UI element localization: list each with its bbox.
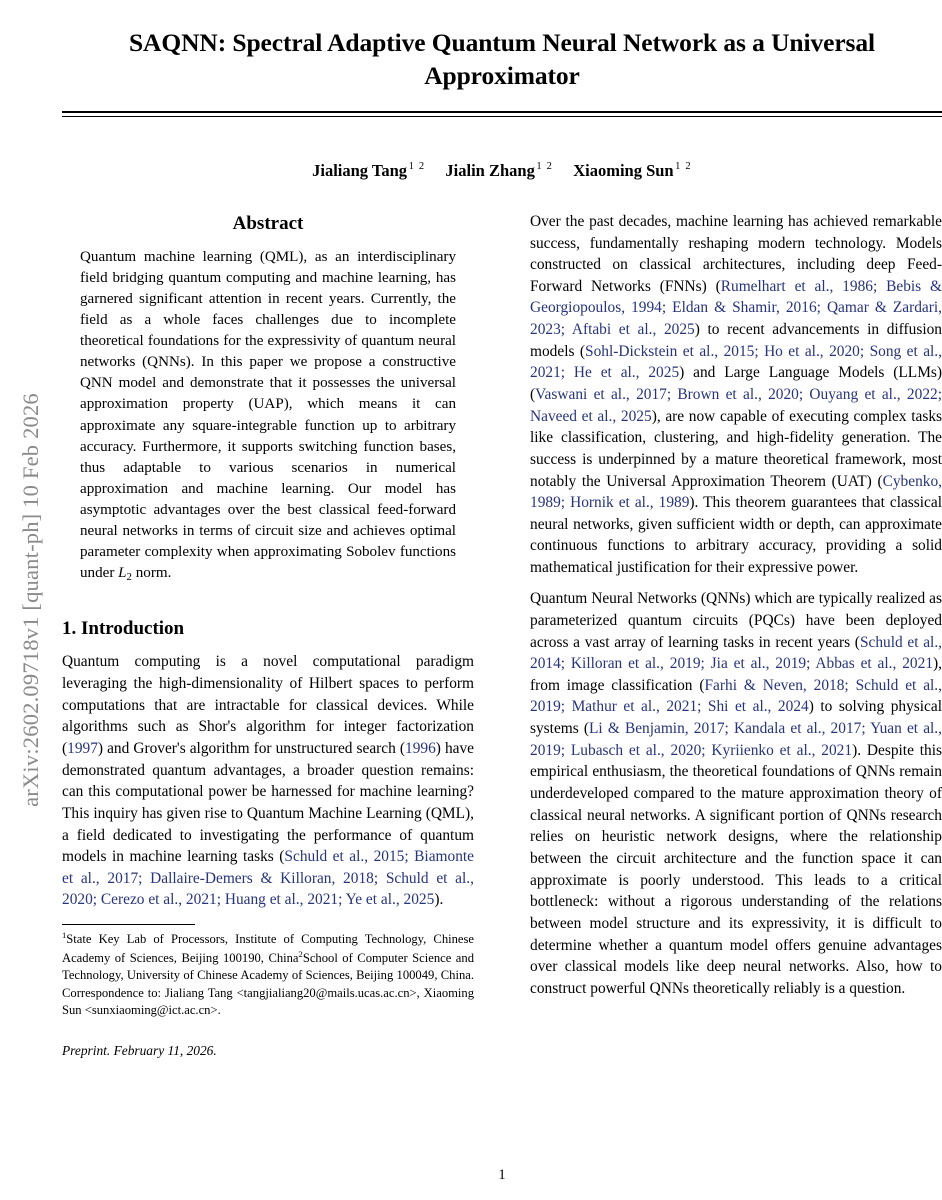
intro-paragraph-2: [530, 211, 942, 579]
section-heading-introduction: 1. Introduction: [62, 617, 185, 639]
citation-link[interactable]: Schuld et al., 2014; Killoran et al., 2019; Jia et al., 2019; Abbas et al., 2021: [530, 633, 942, 673]
intro-paragraph-1: [62, 651, 474, 911]
footnote-affiliation-2: School of Computer Science and Technology, University of Chinese Academy of Sciences, Beijing 100049, China. Correspondence to: Jialiang Tang <tangjialiang20@mails.ucas.ac.cn>, Xiaoming Sun <sunxiaoming@ict.ac.cn>.: [62, 950, 474, 1018]
author-entry: [445, 161, 557, 180]
text-run: ), are now capable of executing complex tasks like classification, clustering, and high-fidelity generation. The success is underpinned by a mature theoretical framework, most notably the Universal Approximation Theorem (UAT) (: [530, 407, 942, 490]
math-subscript-2: 2: [126, 571, 132, 584]
arxiv-stamp: [0, 0, 62, 1200]
text-run: ) and Grover's algorithm for unstructured search (: [97, 739, 405, 757]
right-column: [530, 211, 942, 1000]
text-run: ). This theorem guarantees that classical neural networks, given sufficient width or depth, can approximate continuous functions to arbitrary accuracy, providing a solid mathematical justification for their expressive power.: [530, 494, 942, 577]
citation-link[interactable]: Vaswani et al., 2017; Brown et al., 2020; Ouyang et al., 2022; Naveed et al., 2025: [530, 386, 942, 425]
left-column: [62, 211, 474, 1061]
citation-link[interactable]: Cybenko, 1989; Hornik et al., 1989: [530, 472, 942, 512]
author-entry: [573, 161, 692, 180]
author-entry: [312, 161, 429, 180]
text-run: ) to solving physical systems (: [530, 698, 942, 738]
abstract-paragraph: [80, 247, 456, 586]
author-name: Jialin Zhang: [445, 160, 535, 180]
text-run: ). Despite this empirical enthusiasm, the theoretical foundations of QNNs remain underdeveloped compared to the mature approximation theory of classical neural networks. A significant portion of QNNs research relies on heuristic network designs, where the relationship between the circuit architecture and the function space it can approximate is poorly understood. This leads to a critical bottleneck: without a rigorous understanding of the relations between model structure and its expressivity, it is difficult to determine whether a quantum model offers genuine advantages over classical models like deep neural networks. Also, how to construct powerful QNNs theoretically reliably is a question.: [530, 741, 942, 997]
text-run: ).: [434, 891, 444, 909]
citation-link[interactable]: Li & Benjamin, 2017; Kandala et al., 2017; Yuan et al., 2019; Lubasch et al., 2020; Kyriienko et al., 2021: [530, 720, 942, 759]
paper-page: [62, 0, 942, 1200]
author-list: [62, 161, 942, 181]
abstract-heading: Abstract: [232, 212, 304, 234]
page-number: 1: [498, 1167, 506, 1183]
author-name: Xiaoming Sun: [573, 160, 674, 180]
preprint-notice: Preprint. February 11, 2026.: [62, 1042, 217, 1058]
footnote-text: [62, 930, 474, 1020]
citation-link[interactable]: Sohl-Dickstein et al., 2015; Ho et al., 2020; Song et al., 2021; He et al., 2025: [530, 342, 942, 382]
abstract-text-part2: norm.: [131, 565, 172, 582]
author-affiliation-marks: 1 2: [675, 161, 692, 173]
footnote-block: [62, 924, 474, 1060]
citation-link[interactable]: Farhi & Neven, 2018; Schuld et al., 2019; Mathur et al., 2021; Shi et al., 2024: [530, 676, 942, 716]
page-title: SAQNN: Spectral Adaptive Quantum Neural Network as a Universal Approximator: [128, 28, 876, 91]
citation-link[interactable]: 1996: [405, 739, 436, 757]
author-affiliation-marks: 1 2: [536, 161, 554, 173]
footnote-marker-2: 2: [298, 948, 303, 959]
title-block: [62, 0, 942, 117]
citation-link[interactable]: 1997: [67, 739, 98, 757]
intro-paragraph-3: [530, 588, 942, 999]
text-run: Quantum computing is a novel computational paradigm leveraging the high-dimensionality of Hilbert spaces to perform computations that are intractable for classical devices. While algorithms such as Shor's algorithm for integer factorization (: [62, 653, 474, 757]
text-run: ), from image classification (: [530, 655, 942, 694]
author-name: Jialiang Tang: [312, 160, 408, 180]
text-run: ) and Large Language Models (LLMs) (: [530, 364, 942, 403]
footnote-divider: [62, 924, 195, 925]
citation-link[interactable]: Rumelhart et al., 1986; Bebis & Georgiopoulos, 1994; Eldan & Shamir, 2016; Qamar & Zardari, 2023; Aftabi et al., 2025: [530, 277, 942, 339]
two-column-body: [62, 211, 942, 1061]
citation-link[interactable]: Schuld et al., 2015; Biamonte et al., 2017; Dallaire-Demers & Killoran, 2018; Schuld et al., 2020; Cerezo et al., 2021; Huang et al., 2021; Ye et al., 2025: [62, 848, 474, 909]
title-divider: [62, 111, 942, 117]
arxiv-stamp-text: arXiv:2602.09718v1 [quant-ph] 10 Feb 2026: [18, 393, 43, 807]
footnote-marker-1: 1: [62, 930, 67, 941]
abstract-text-part1: Quantum machine learning (QML), as an interdisciplinary field bridging quantum computing and machine learning, has garnered significant attention in recent years. Currently, the field as a whole faces challenges due to incomplete theoretical foundations for the expressivity of quantum neural networks (QNNs). In this paper we propose a constructive QNN model and demonstrate that it possesses the universal approximation property (UAP), which means it can approximate any square-integrable function up to arbitrary accuracy. Furthermore, it supports switching function bases, thus adaptable to various scenarios in numerical approximation and machine learning. Our model has asymptotic advantages over the best classical feed-forward neural networks in terms of circuit size and achieves optimal parameter complexity when approximating Sobolev functions under: [80, 248, 456, 582]
footnote-affiliation-1: State Key Lab of Processors, Institute of Computing Technology, Chinese Academy of Sciences, Beijing 100190, China: [62, 932, 474, 965]
text-run: ) to recent advancements in diffusion models (: [530, 321, 942, 360]
author-affiliation-marks: 1 2: [408, 161, 426, 173]
text-run: Over the past decades, machine learning has achieved remarkable success, fundamentally reshaping modern technology. Models constructed on classical architectures, including deep Feed-Forward Networks (FNNs) (: [530, 212, 942, 295]
text-run: ) have demonstrated quantum advantages, a broader question remains: can this computational power be harnessed for machine learning? This inquiry has given rise to Quantum Machine Learning (QML), a field dedicated to investigating the performance of quantum models in machine learning tasks (: [62, 739, 474, 866]
text-run: Quantum Neural Networks (QNNs) which are typically realized as parameterized quantum circuits (PQCs) have been deployed across a vast array of learning tasks in recent years (: [530, 590, 942, 651]
math-symbol-L: L: [118, 565, 127, 582]
abstract-body: [62, 247, 474, 586]
